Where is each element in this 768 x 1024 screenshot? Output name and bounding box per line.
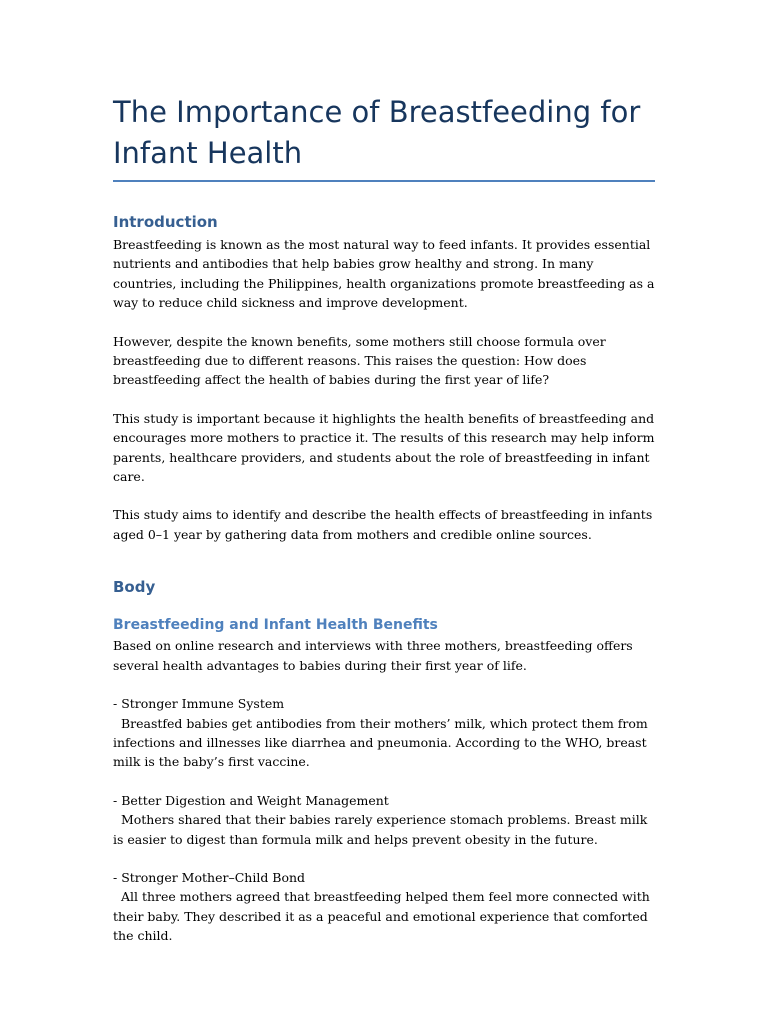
section-heading-introduction: Introduction bbox=[113, 213, 218, 231]
benefit-label: - Better Digestion and Weight Management bbox=[113, 792, 389, 808]
benefit-text-content: All three mothers agreed that breastfeeding helped them feel more connected with their baby. They described it as a peaceful and emotional experience that comforted the child. bbox=[113, 889, 650, 944]
document-title: The Importance of Breastfeeding for Infant Health bbox=[113, 92, 655, 182]
section-heading-body: Body bbox=[113, 578, 156, 597]
subsection-heading-benefits: Breastfeeding and Infant Health Benefits bbox=[113, 617, 438, 634]
benefit-text-content: Breastfed babies get antibodies from their mothers’ milk, which protect them from infections and illnesses like diarrhea and pneumonia. According to the WHO, breast milk is the baby’s first vaccine. bbox=[113, 715, 648, 770]
benefit-label: - Stronger Mother–Child Bond bbox=[113, 869, 306, 885]
intro-paragraph-3: This study is important because it highlights the health benefits of breastfeeding and encourages more mothers to practice it. The results of this research may help inform parents, healthcare providers, and students about the role of breastfeeding in infant care. bbox=[113, 410, 655, 485]
benefit-item-bond bbox=[113, 868, 655, 946]
benefit-label: - Stronger Immune System bbox=[113, 696, 285, 712]
benefit-item-digestion bbox=[113, 791, 655, 849]
intro-paragraph-2: However, despite the known benefits, some mothers still choose formula over breastfeeding due to different reasons. This raises the question: How does breastfeeding affect the health of babies during the first year of life? bbox=[113, 333, 606, 388]
intro-paragraph-4: This study aims to identify and describe the health effects of breastfeeding in infants aged 0–1 year by gathering data from mothers and credible online sources. bbox=[113, 507, 653, 542]
benefit-text bbox=[113, 887, 655, 945]
benefit-text bbox=[113, 714, 655, 772]
body-intro-paragraph: Based on online research and interviews with three mothers, breastfeeding offers several health advantages to babies during their first year of life. bbox=[113, 638, 633, 673]
benefit-text-content: Mothers shared that their babies rarely experience stomach problems. Breast milk is easier to digest than formula milk and helps prevent obesity in the future. bbox=[113, 812, 648, 847]
benefit-item-immune bbox=[113, 694, 655, 772]
document-page bbox=[113, 92, 655, 946]
benefit-text bbox=[113, 810, 655, 849]
intro-paragraph-1: Breastfeeding is known as the most natural way to feed infants. It provides essential nutrients and antibodies that help babies grow healthy and strong. In many countries, including the Philippines, health organizations promote breastfeeding as a way to reduce child sickness and improve development. bbox=[113, 237, 655, 311]
